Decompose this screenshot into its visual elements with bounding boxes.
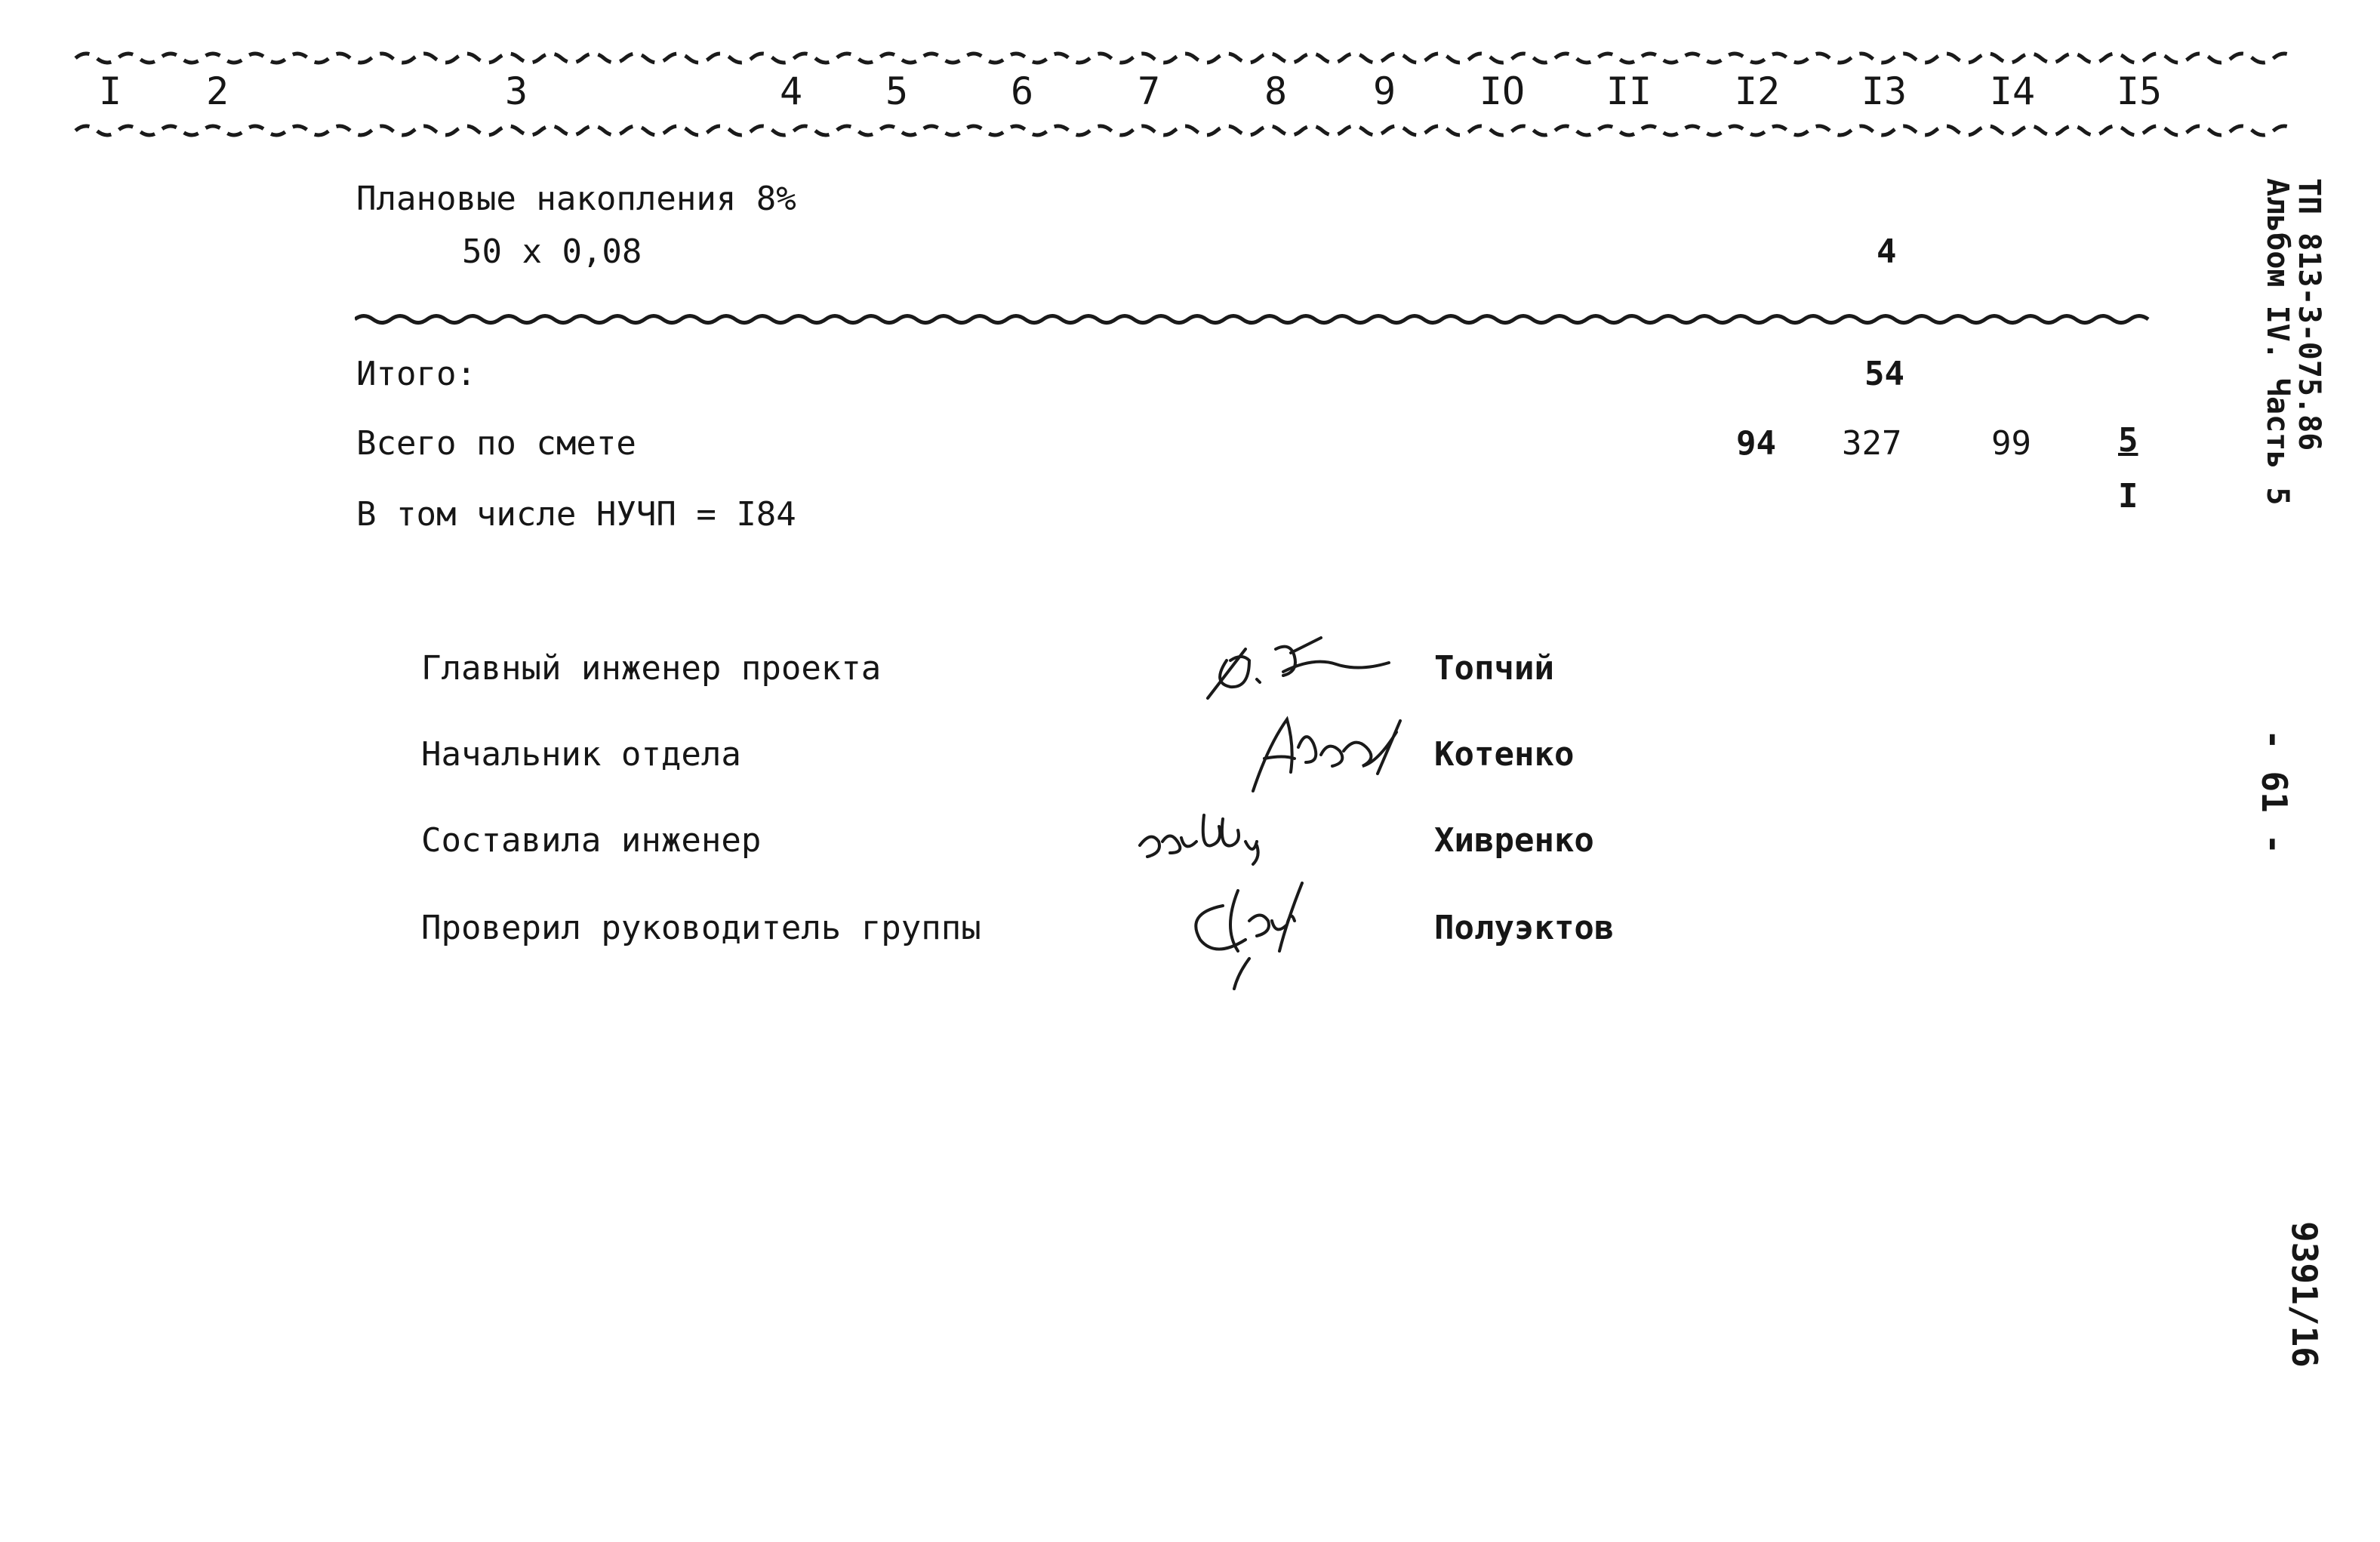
- signatory-role: Начальник отдела: [421, 735, 741, 774]
- signature-poluektov: [1178, 876, 1374, 996]
- column-number: I: [98, 69, 122, 113]
- grand-total-col14: 99: [1991, 424, 2031, 463]
- signature-topchiy: [1193, 619, 1419, 709]
- grand-total-label: Всего по смете: [356, 424, 636, 463]
- signatory-name: Хивренко: [1434, 821, 1594, 860]
- column-number: 7: [1137, 69, 1161, 113]
- planned-accumulation-formula: 50 x 0,08: [462, 232, 642, 271]
- signatory-name: Полуэктов: [1434, 909, 1615, 947]
- grand-total-col12: 94: [1736, 424, 1776, 463]
- signatory-role: Главный инженер проекта: [421, 649, 882, 688]
- column-number: 9: [1372, 69, 1396, 113]
- header-bottom-rule: [0, 119, 2380, 142]
- column-number: 5: [885, 69, 909, 113]
- grand-total-col15-denominator: I: [2118, 477, 2138, 516]
- column-number: 3: [504, 69, 528, 113]
- planned-accumulation-label: Плановые накопления 8%: [356, 180, 796, 218]
- column-number: I2: [1734, 69, 1781, 113]
- grand-total-col15-numerator: 5: [2118, 421, 2138, 460]
- signatory-name: Котенко: [1434, 735, 1575, 774]
- header-top-rule: [0, 47, 2380, 69]
- margin-page-number: - 61 -: [2254, 729, 2295, 855]
- column-number: 8: [1264, 69, 1288, 113]
- column-number: I5: [2116, 69, 2163, 113]
- subtotal-col13: 54: [1864, 355, 1904, 393]
- margin-album-title: Альбом IV. Часть 5: [2260, 178, 2295, 506]
- column-number: I4: [1989, 69, 2036, 113]
- column-number: I3: [1861, 69, 1907, 113]
- column-number: IO: [1479, 69, 1526, 113]
- signatory-role: Проверил руководитель группы: [421, 909, 981, 947]
- column-number: 4: [779, 69, 803, 113]
- signatory-name: Топчий: [1434, 649, 1554, 688]
- signatory-role: Составила инженер: [421, 821, 762, 860]
- grand-total-col13: 327: [1842, 424, 1902, 463]
- column-number: 6: [1010, 69, 1034, 113]
- margin-inventory-number: 9391/16: [2284, 1221, 2325, 1368]
- including-nuchp-label: В том числе НУЧП = I84: [356, 495, 796, 534]
- section-divider: [355, 308, 2181, 331]
- column-number: II: [1606, 69, 1652, 113]
- column-number: 2: [205, 69, 229, 113]
- planned-accumulation-col13: 4: [1877, 232, 1897, 271]
- signature-khivrenko: [1132, 800, 1321, 876]
- subtotal-label: Итого:: [356, 355, 476, 393]
- signature-kotenko: [1238, 702, 1434, 800]
- margin-album-code: ТП 813-3-075.86: [2292, 178, 2326, 451]
